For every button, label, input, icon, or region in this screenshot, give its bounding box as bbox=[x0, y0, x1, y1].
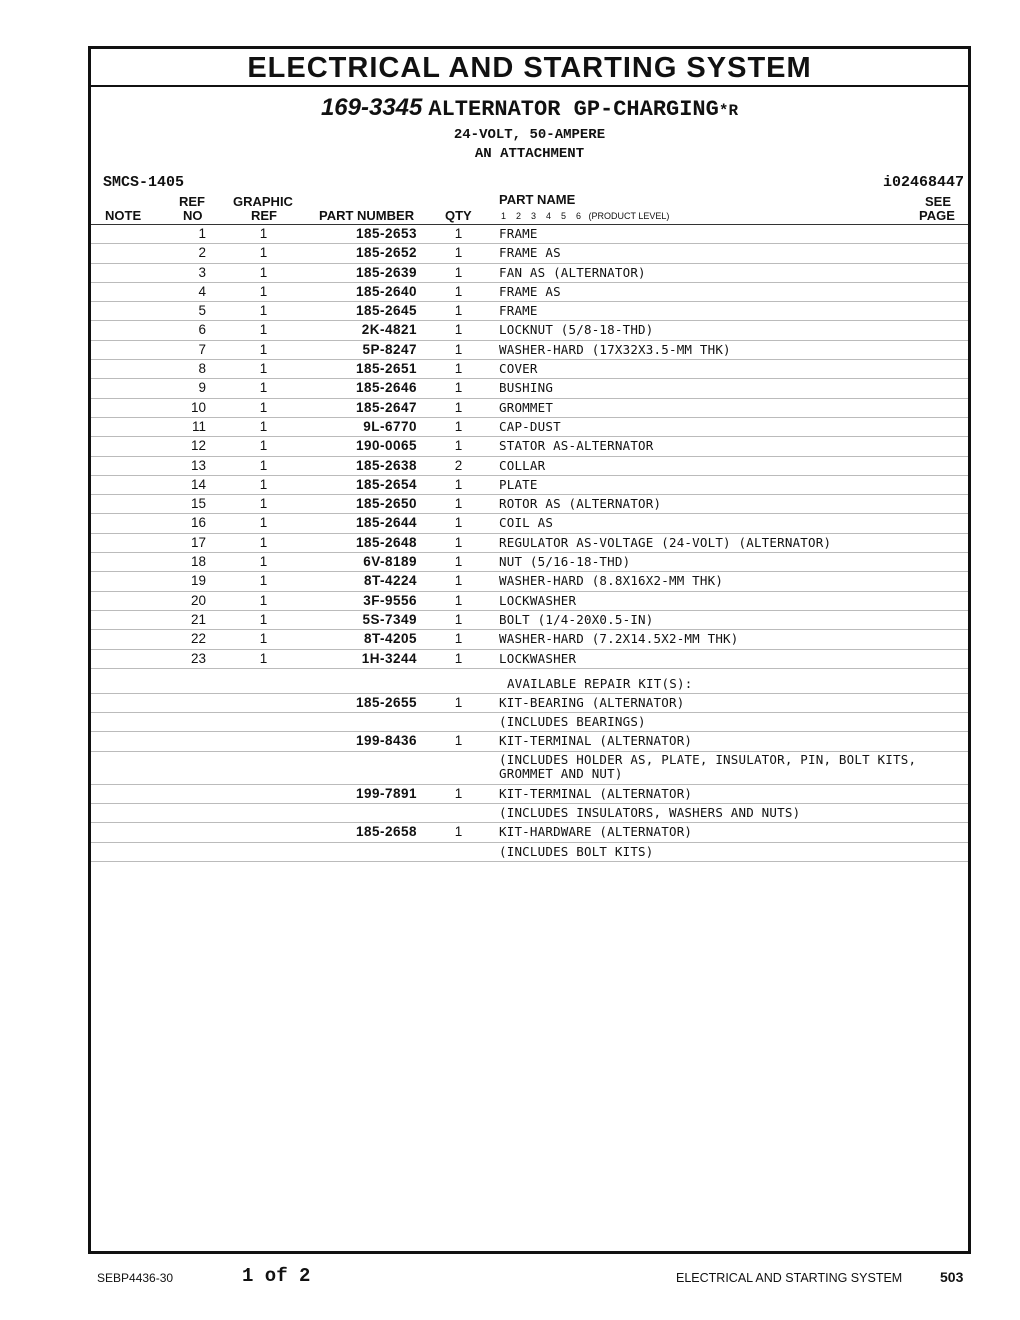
part-name: STATOR AS-ALTERNATOR bbox=[499, 438, 654, 454]
ref-no: 8 bbox=[198, 361, 206, 377]
part-name: COVER bbox=[499, 361, 538, 377]
part-name: AVAILABLE REPAIR KIT(S): bbox=[507, 675, 693, 691]
graphic-ref: 1 bbox=[259, 303, 268, 319]
table-row bbox=[91, 476, 968, 495]
part-name: NUT (5/16-18-THD) bbox=[499, 554, 631, 570]
quantity: 1 bbox=[454, 733, 463, 749]
part-name: FRAME bbox=[499, 303, 538, 319]
col-qty: QTY bbox=[445, 208, 472, 223]
quantity: 1 bbox=[454, 534, 463, 550]
table-row bbox=[91, 302, 968, 321]
table-row bbox=[91, 534, 968, 553]
part-number: 185-2658 bbox=[355, 824, 417, 840]
quantity: 1 bbox=[454, 611, 463, 627]
part-number: 5S-7349 bbox=[362, 611, 417, 627]
quantity: 1 bbox=[454, 399, 463, 415]
graphic-ref: 1 bbox=[259, 322, 268, 338]
group-suffix: *R bbox=[718, 102, 739, 120]
part-name: LOCKNUT (5/8-18-THD) bbox=[499, 322, 654, 338]
graphic-ref: 1 bbox=[259, 496, 268, 512]
col-part-number: PART NUMBER bbox=[319, 208, 415, 223]
ref-no: 14 bbox=[190, 476, 206, 492]
part-number: 6V-8189 bbox=[363, 554, 417, 570]
quantity: 1 bbox=[454, 694, 463, 710]
ref-no: 12 bbox=[190, 438, 206, 454]
table-row bbox=[91, 694, 968, 713]
part-name: (INCLUDES BEARINGS) bbox=[499, 714, 646, 730]
ref-no: 10 bbox=[190, 399, 206, 415]
part-number: 185-2648 bbox=[355, 534, 417, 550]
quantity: 1 bbox=[454, 496, 463, 512]
group-title bbox=[91, 93, 968, 126]
part-name: (INCLUDES BOLT KITS) bbox=[499, 843, 654, 859]
quantity: 1 bbox=[454, 592, 463, 608]
quantity: 1 bbox=[454, 554, 463, 570]
table-row bbox=[91, 669, 968, 694]
quantity: 1 bbox=[454, 245, 463, 261]
ref-no: 1 bbox=[198, 226, 206, 241]
graphic-ref: 1 bbox=[259, 226, 268, 241]
part-name: COLLAR bbox=[499, 457, 546, 473]
table-header bbox=[91, 194, 968, 225]
ref-no: 18 bbox=[190, 554, 206, 570]
part-name: BUSHING bbox=[499, 380, 554, 396]
part-number: 185-2639 bbox=[355, 264, 417, 280]
col-see-top: SEE bbox=[925, 194, 952, 209]
quantity: 1 bbox=[454, 341, 463, 357]
quantity: 1 bbox=[454, 515, 463, 531]
section-title: ELECTRICAL AND STARTING SYSTEM bbox=[91, 49, 968, 87]
smcs-code: SMCS-1405 bbox=[103, 174, 185, 191]
part-number: 8T-4224 bbox=[363, 573, 417, 589]
table-row bbox=[91, 283, 968, 302]
graphic-ref: 1 bbox=[259, 611, 268, 627]
table-row bbox=[91, 713, 968, 732]
part-name: REGULATOR AS-VOLTAGE (24-VOLT) (ALTERNATOR) bbox=[499, 534, 832, 550]
ref-no: 21 bbox=[190, 611, 206, 627]
codes-line bbox=[91, 170, 968, 194]
part-number: 2K-4821 bbox=[361, 322, 417, 338]
graphic-ref: 1 bbox=[259, 515, 268, 531]
table-row bbox=[91, 572, 968, 591]
col-see-bottom: PAGE bbox=[919, 208, 955, 223]
quantity: 1 bbox=[454, 824, 463, 840]
part-number: 185-2638 bbox=[355, 457, 417, 473]
table-row bbox=[91, 321, 968, 340]
table-row bbox=[91, 732, 968, 751]
quantity: 1 bbox=[454, 418, 463, 434]
part-name: KIT-TERMINAL (ALTERNATOR) bbox=[499, 785, 693, 801]
table-row bbox=[91, 341, 968, 360]
part-number: 185-2653 bbox=[355, 226, 417, 241]
table-row bbox=[91, 399, 968, 418]
graphic-ref: 1 bbox=[259, 457, 268, 473]
part-name: PLATE bbox=[499, 476, 538, 492]
graphic-ref: 1 bbox=[259, 438, 268, 454]
part-number: 185-2652 bbox=[355, 245, 417, 261]
table-row bbox=[91, 225, 968, 244]
part-name: KIT-TERMINAL (ALTERNATOR) bbox=[499, 733, 693, 749]
quantity: 1 bbox=[454, 573, 463, 589]
footer-section: ELECTRICAL AND STARTING SYSTEM bbox=[676, 1271, 903, 1285]
part-number: 185-2645 bbox=[355, 303, 417, 319]
ref-no: 17 bbox=[190, 534, 206, 550]
graphic-ref: 1 bbox=[259, 361, 268, 377]
col-ref-bottom: NO bbox=[183, 208, 203, 223]
graphic-ref: 1 bbox=[259, 476, 268, 492]
part-name: WASHER-HARD (7.2X14.5X2-MM THK) bbox=[499, 631, 739, 647]
quantity: 1 bbox=[454, 476, 463, 492]
quantity: 2 bbox=[454, 457, 463, 473]
part-name: FRAME AS bbox=[499, 283, 561, 299]
part-number: 185-2646 bbox=[355, 380, 417, 396]
info-number: i02468447 bbox=[882, 174, 964, 191]
ref-no: 9 bbox=[198, 380, 206, 396]
ref-no: 11 bbox=[191, 418, 206, 434]
part-name: BOLT (1/4-20X0.5-IN) bbox=[499, 611, 654, 627]
graphic-ref: 1 bbox=[259, 573, 268, 589]
ref-no: 3 bbox=[198, 264, 206, 280]
graphic-ref: 1 bbox=[259, 380, 268, 396]
table-row bbox=[91, 457, 968, 476]
part-name: COIL AS bbox=[499, 515, 554, 531]
group-name: ALTERNATOR GP-CHARGING bbox=[428, 97, 719, 122]
graphic-ref: 1 bbox=[259, 631, 268, 647]
part-name: WASHER-HARD (17X32X3.5-MM THK) bbox=[499, 341, 731, 357]
col-graphic-bottom: REF bbox=[251, 208, 277, 223]
quantity: 1 bbox=[454, 785, 463, 801]
part-name: (INCLUDES HOLDER AS, PLATE, INSULATOR, PIN, BOLT KITS, GROMMET AND NUT) bbox=[499, 751, 917, 782]
part-name: FRAME bbox=[499, 226, 538, 241]
part-number: 9L-6770 bbox=[363, 418, 417, 434]
graphic-ref: 1 bbox=[259, 592, 268, 608]
ref-no: 22 bbox=[190, 631, 206, 647]
part-number: 5P-8247 bbox=[362, 341, 417, 357]
part-name: FRAME AS bbox=[499, 245, 561, 261]
graphic-ref: 1 bbox=[259, 264, 268, 280]
quantity: 1 bbox=[454, 226, 463, 241]
quantity: 1 bbox=[454, 650, 463, 666]
part-name: GROMMET bbox=[499, 399, 554, 415]
ref-no: 5 bbox=[198, 303, 206, 319]
ref-no: 2 bbox=[198, 245, 206, 261]
page-footer bbox=[0, 1265, 1020, 1289]
table-row bbox=[91, 244, 968, 263]
group-attachment: AN ATTACHMENT bbox=[474, 146, 585, 162]
part-number: 3F-9556 bbox=[363, 592, 417, 608]
ref-no: 20 bbox=[190, 592, 206, 608]
quantity: 1 bbox=[454, 264, 463, 280]
table-row bbox=[91, 264, 968, 283]
part-name: CAP-DUST bbox=[499, 418, 561, 434]
table-row bbox=[91, 650, 968, 669]
part-number: 185-2654 bbox=[355, 476, 417, 492]
part-number: 8T-4205 bbox=[363, 631, 417, 647]
footer-page-of: 1 of 2 bbox=[242, 1265, 311, 1287]
part-name: KIT-BEARING (ALTERNATOR) bbox=[499, 694, 685, 710]
part-number: 185-2655 bbox=[355, 694, 417, 710]
footer-page-number: 503 bbox=[940, 1269, 964, 1285]
footer-doc-number: SEBP4436-30 bbox=[97, 1271, 174, 1285]
table-row bbox=[91, 785, 968, 804]
ref-no: 15 bbox=[190, 496, 206, 512]
part-name: LOCKWASHER bbox=[499, 650, 577, 666]
table-row bbox=[91, 843, 968, 862]
part-number: 199-7891 bbox=[355, 785, 417, 801]
table-row bbox=[91, 823, 968, 842]
quantity: 1 bbox=[454, 322, 463, 338]
part-number: 199-8436 bbox=[355, 733, 417, 749]
table-row bbox=[91, 418, 968, 437]
part-number: 190-0065 bbox=[355, 438, 417, 454]
ref-no: 7 bbox=[198, 341, 206, 357]
ref-no: 13 bbox=[190, 457, 206, 473]
parts-table bbox=[91, 225, 968, 862]
ref-no: 23 bbox=[190, 650, 206, 666]
quantity: 1 bbox=[454, 361, 463, 377]
part-name: LOCKWASHER bbox=[499, 592, 577, 608]
part-number: 1H-3244 bbox=[361, 650, 417, 666]
graphic-ref: 1 bbox=[259, 418, 268, 434]
graphic-ref: 1 bbox=[259, 534, 268, 550]
part-number: 185-2650 bbox=[355, 496, 417, 512]
quantity: 1 bbox=[454, 303, 463, 319]
part-number: 185-2651 bbox=[355, 361, 417, 377]
graphic-ref: 1 bbox=[259, 554, 268, 570]
part-number: 185-2640 bbox=[355, 283, 417, 299]
graphic-ref: 1 bbox=[259, 283, 268, 299]
table-row bbox=[91, 437, 968, 456]
part-name: WASHER-HARD (8.8X16X2-MM THK) bbox=[499, 573, 724, 589]
quantity: 1 bbox=[454, 380, 463, 396]
col-graphic-top: GRAPHIC bbox=[233, 194, 293, 209]
table-row bbox=[91, 804, 968, 823]
col-part-name: PART NAME bbox=[499, 192, 576, 207]
part-number: 185-2644 bbox=[355, 515, 417, 531]
ref-no: 4 bbox=[198, 283, 206, 299]
graphic-ref: 1 bbox=[259, 399, 268, 415]
col-product-levels: 1 2 3 4 5 6 (PRODUCT LEVEL) bbox=[501, 211, 670, 221]
table-row bbox=[91, 495, 968, 514]
quantity: 1 bbox=[454, 438, 463, 454]
col-ref-top: REF bbox=[179, 194, 205, 209]
group-spec: 24-VOLT, 50-AMPERE bbox=[453, 127, 606, 143]
graphic-ref: 1 bbox=[259, 341, 268, 357]
page-frame bbox=[88, 46, 971, 1254]
ref-no: 16 bbox=[190, 515, 206, 531]
table-row bbox=[91, 514, 968, 533]
table-row bbox=[91, 553, 968, 572]
part-name: FAN AS (ALTERNATOR) bbox=[499, 264, 646, 280]
ref-no: 19 bbox=[190, 573, 206, 589]
table-row bbox=[91, 360, 968, 379]
table-row bbox=[91, 630, 968, 649]
table-row bbox=[91, 611, 968, 630]
quantity: 1 bbox=[454, 631, 463, 647]
graphic-ref: 1 bbox=[259, 245, 268, 261]
col-note: NOTE bbox=[105, 208, 142, 223]
table-row bbox=[91, 752, 968, 785]
group-number: 169-3345 bbox=[320, 94, 423, 121]
part-name: (INCLUDES INSULATORS, WASHERS AND NUTS) bbox=[499, 805, 801, 821]
part-number: 185-2647 bbox=[355, 399, 417, 415]
part-name: KIT-HARDWARE (ALTERNATOR) bbox=[499, 824, 693, 840]
table-row bbox=[91, 379, 968, 398]
quantity: 1 bbox=[454, 283, 463, 299]
ref-no: 6 bbox=[198, 322, 206, 338]
graphic-ref: 1 bbox=[259, 650, 268, 666]
part-name: ROTOR AS (ALTERNATOR) bbox=[499, 496, 662, 512]
table-row bbox=[91, 592, 968, 611]
